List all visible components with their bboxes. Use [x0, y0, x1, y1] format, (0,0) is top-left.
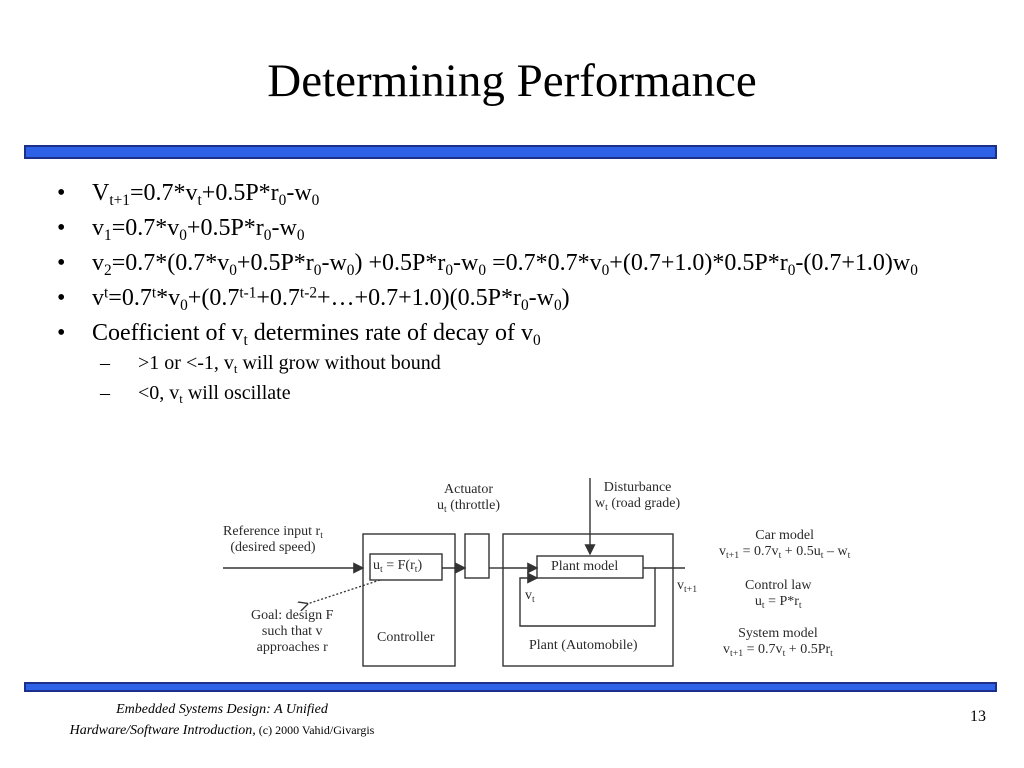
subscript: 0	[296, 226, 305, 244]
subscript: t+1	[730, 648, 744, 660]
bullet-marker: •	[57, 250, 66, 276]
text-run: v	[723, 642, 730, 657]
bullet-text	[92, 180, 320, 209]
bullet-text	[92, 320, 541, 349]
diagram-label-goal	[251, 608, 333, 656]
text-run: + 0.5u	[781, 544, 821, 559]
text-run: -(0.7+1.0)w	[795, 250, 911, 276]
text-run: w	[595, 496, 606, 511]
text-run: >1 or <-1, v	[138, 352, 234, 374]
subscript: 0	[478, 261, 487, 279]
subscript: 0	[910, 261, 918, 279]
bullet-text	[138, 382, 291, 407]
bullet-text	[92, 215, 305, 244]
diagram-label-control-law	[745, 578, 812, 610]
bullet-text	[92, 284, 570, 314]
text-run: -w	[286, 180, 312, 206]
footer-line1: Embedded Systems Design: A Unified	[116, 702, 328, 717]
text-run: -w	[321, 250, 347, 276]
text-run: Reference input r	[223, 524, 321, 539]
subscript: t	[380, 564, 383, 576]
subscript: 0	[533, 331, 541, 349]
control-diagram	[215, 476, 885, 676]
bullet-item	[40, 180, 970, 207]
bullet-marker: •	[57, 215, 66, 241]
subscript: t	[847, 550, 851, 562]
subscript: t	[820, 550, 824, 562]
bullet-list	[40, 180, 970, 415]
supscript: t	[104, 284, 109, 302]
diagram-label-controller-fn	[373, 558, 422, 574]
text-run: +0.5P*r	[236, 250, 314, 276]
text-run: v	[525, 588, 532, 603]
subscript: t	[532, 594, 535, 606]
text-run: v	[677, 578, 684, 593]
subscript: t	[798, 600, 802, 612]
sub-bullet-item	[40, 381, 970, 405]
bullet-marker: •	[57, 320, 66, 346]
subscript: t	[782, 648, 786, 660]
slide-title: Determining Performance	[267, 55, 757, 107]
text-run: u	[437, 498, 444, 513]
subscript: t+1	[109, 191, 130, 209]
subscript: 2	[104, 261, 112, 279]
text-run: Goal: design F	[251, 608, 334, 623]
bullet-text	[92, 250, 918, 279]
text-run: will grow without bound	[237, 352, 441, 374]
text-run: V	[92, 180, 110, 206]
text-run: <0, v	[138, 382, 180, 404]
diagram-label-car-model	[719, 528, 850, 560]
subscript: t	[243, 331, 248, 349]
text-run: (desired speed)	[230, 540, 316, 555]
text-run: v	[719, 544, 726, 559]
bullet-marker: •	[57, 285, 66, 311]
subscript: 0	[179, 226, 187, 244]
text-run: – w	[823, 544, 848, 559]
text-run: u	[754, 594, 762, 609]
text-run: determines rate of decay of v	[247, 320, 533, 346]
subscript: 0	[553, 296, 562, 314]
bullet-marker: •	[57, 180, 66, 206]
diagram-label-controller	[377, 630, 435, 646]
subscript: t	[414, 564, 418, 576]
diagram-label-system-model	[723, 626, 833, 658]
text-run: (road grade)	[607, 496, 681, 511]
goal-pointer	[307, 580, 380, 604]
text-run: + 0.5Pr	[785, 642, 831, 657]
text-run: v	[92, 215, 104, 241]
bullet-text	[138, 352, 441, 377]
supscript: t-1	[239, 284, 257, 302]
bullet-item	[40, 215, 970, 242]
text-run: ) +0.5P*r	[354, 250, 446, 276]
diagram-label-disturbance	[595, 480, 680, 512]
subscript: 0	[520, 296, 529, 314]
text-run: = F(r	[382, 558, 415, 573]
subscript: 1	[104, 226, 112, 244]
text-run: =0.7*v	[129, 180, 198, 206]
text-run: +…+0.7+1.0)(0.5P*r	[317, 285, 521, 311]
subscript: t	[761, 600, 765, 612]
diagram-label-actuator	[437, 482, 500, 514]
text-run: Controller	[377, 630, 435, 645]
text-run: approaches r	[256, 640, 328, 655]
diagram-label-plant	[529, 638, 638, 654]
subscript: 0	[311, 191, 320, 209]
text-run: +0.7	[256, 285, 300, 311]
bullet-marker: –	[100, 352, 110, 374]
text-run: -w	[528, 285, 554, 311]
text-run: +0.5P*r	[186, 215, 264, 241]
bullet-item	[40, 320, 970, 347]
text-run: Disturbance	[603, 480, 672, 495]
subscript: t	[605, 502, 608, 514]
diagram-label-vt	[525, 588, 535, 604]
diagram-label-reference	[223, 524, 323, 556]
text-run: +0.5P*r	[201, 180, 279, 206]
text-run: =0.7*0.7*v	[486, 250, 602, 276]
subscript: 0	[278, 191, 287, 209]
text-run: v	[92, 250, 104, 276]
text-run: )	[417, 558, 423, 573]
footer-line2: Hardware/Software Introduction, (c) 2000 Vahid/Givargis	[69, 723, 375, 738]
top-rule	[24, 145, 997, 159]
subscript: t	[444, 504, 447, 516]
text-run: -w	[453, 250, 479, 276]
text-run: will oscillate	[182, 382, 291, 404]
subscript: 0	[787, 261, 796, 279]
text-run: v	[92, 285, 104, 311]
diagram-label-vt1	[677, 578, 697, 594]
text-run: *v	[156, 285, 181, 311]
subscript: t	[320, 530, 323, 542]
supscript: t	[151, 284, 157, 302]
subscript: t	[830, 648, 833, 660]
text-run: =0.7*(0.7*v	[111, 250, 230, 276]
text-run: Plant model	[551, 559, 619, 574]
subscript: t+1	[726, 550, 740, 562]
subscript: 0	[263, 226, 272, 244]
sub-bullet-item	[40, 351, 970, 375]
text-run: such that v	[261, 624, 323, 639]
subscript: 0	[313, 261, 322, 279]
text-run: u	[373, 558, 380, 573]
text-run: = 0.7v	[739, 544, 779, 559]
subscript: 0	[346, 261, 355, 279]
text-run: =0.7*v	[111, 215, 180, 241]
text-run: System model	[738, 626, 818, 641]
subscript: 0	[445, 261, 454, 279]
diagram-label-plant-model	[551, 559, 618, 575]
text-run: = 0.7v	[743, 642, 783, 657]
page-number: 13	[970, 708, 986, 725]
subscript: 0	[601, 261, 610, 279]
text-run: )	[561, 285, 570, 311]
subscript: 0	[180, 296, 188, 314]
text-run: Car model	[755, 528, 814, 543]
supscript: t-2	[299, 284, 317, 302]
subscript: t	[197, 191, 202, 209]
subscript: t	[778, 550, 782, 562]
bullet-item	[40, 285, 970, 312]
text-run: =0.7	[108, 285, 152, 311]
subscript: t	[179, 392, 183, 407]
text-run: Coefficient of v	[92, 320, 244, 346]
text-run: Plant (Automobile)	[529, 638, 638, 653]
bullet-item	[40, 250, 970, 277]
text-run: (throttle)	[446, 498, 500, 513]
text-run: +(0.7	[187, 285, 240, 311]
footer-citation	[22, 700, 422, 741]
text-run: -w	[271, 215, 297, 241]
subscript: 0	[229, 261, 237, 279]
bullet-marker: –	[100, 382, 110, 404]
subscript: t	[233, 362, 238, 377]
bottom-rule	[24, 682, 997, 692]
text-run: Control law	[745, 578, 812, 593]
text-run: = P*r	[764, 594, 799, 609]
text-run: +(0.7+1.0)*0.5P*r	[609, 250, 788, 276]
text-run: Actuator	[444, 482, 493, 497]
subscript: t+1	[684, 584, 698, 596]
actuator-box	[465, 534, 489, 578]
